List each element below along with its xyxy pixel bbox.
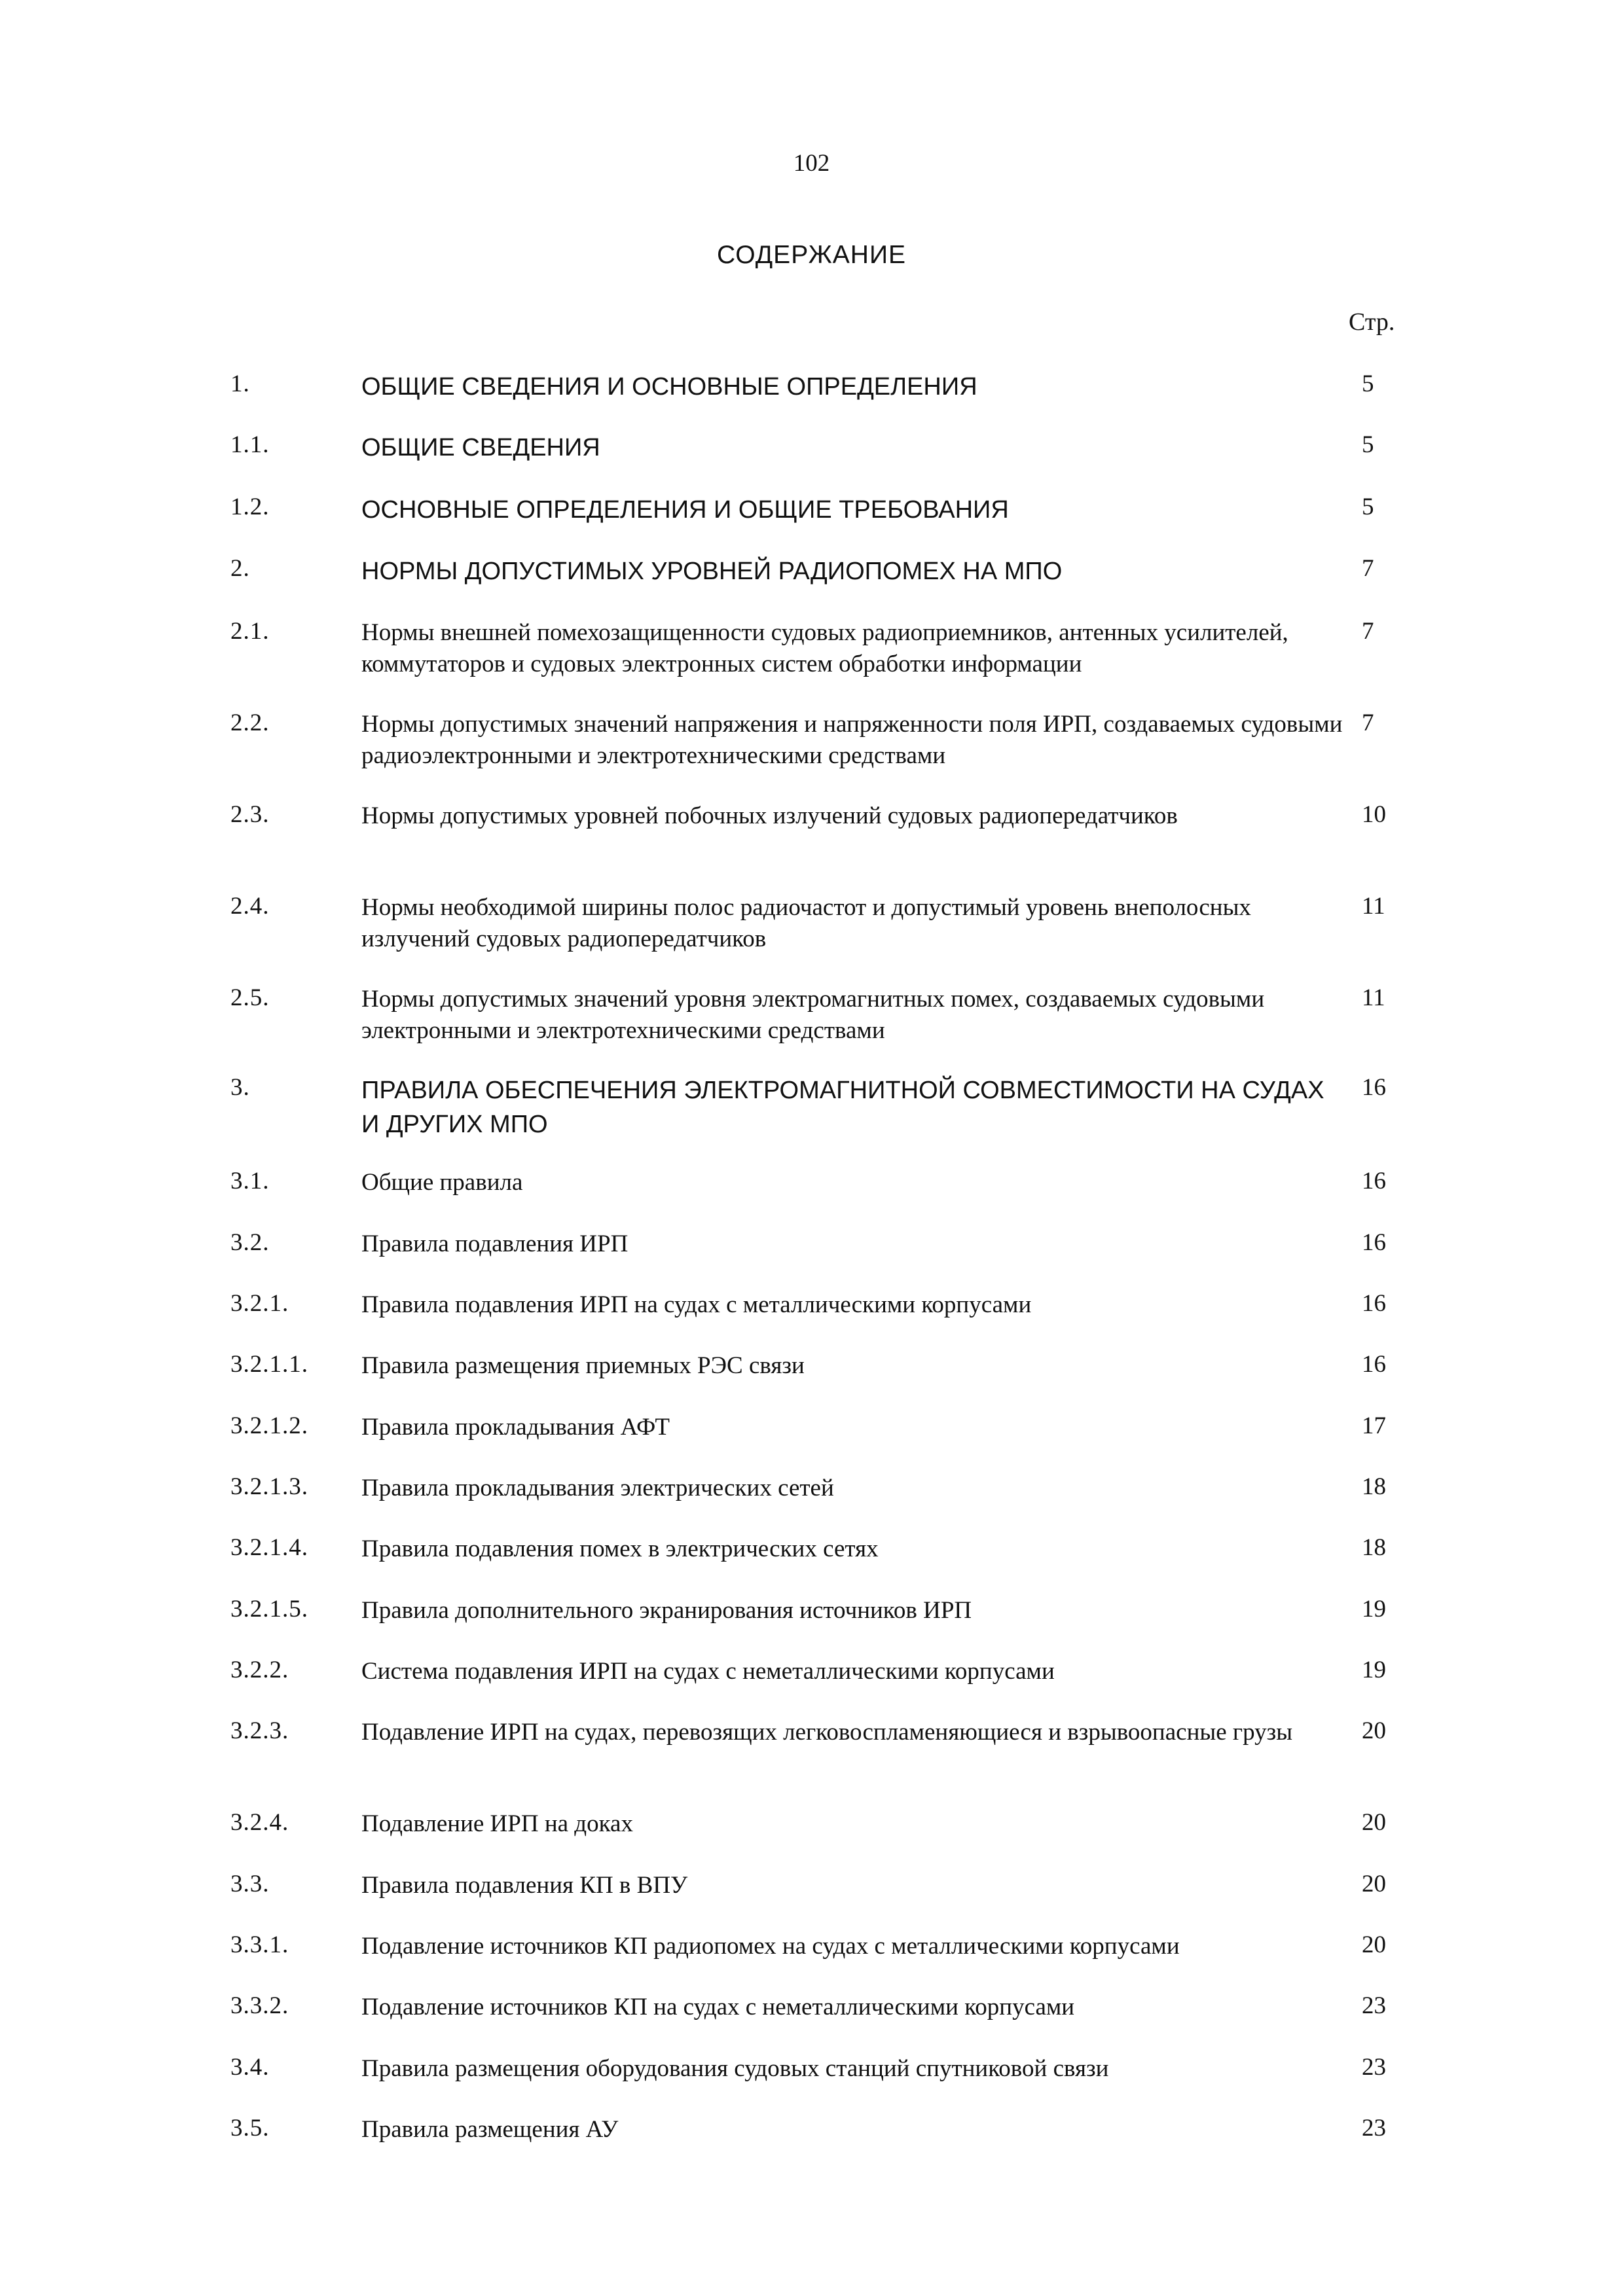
entry-title: ОБЩИЕ СВЕДЕНИЯ И ОСНОВНЫЕ ОПРЕДЕЛЕНИЯ: [361, 373, 977, 401]
entry-page: 23: [1362, 2115, 1386, 2142]
entry-title: Нормы допустимых значений уровня электромагнитных помех, создаваемых судовыми электронными и электротехническими средствами: [361, 986, 1265, 1044]
entry-title: НОРМЫ ДОПУСТИМЫХ УРОВНЕЙ РАДИОПОМЕХ НА МПО: [361, 558, 1063, 585]
entry-page: 18: [1362, 1473, 1386, 1500]
entry-title: ОБЩИЕ СВЕДЕНИЯ: [361, 434, 600, 461]
entry-number: 1.: [230, 370, 250, 397]
entry-page: 7: [1362, 555, 1374, 582]
entry-title: Правила размещения оборудования судовых станций спутниковой связи: [361, 2055, 1109, 2082]
entry-number: 3.2.1.5.: [230, 1596, 308, 1623]
entry-number: 3.5.: [230, 2115, 270, 2142]
entry-title: Подавление источников КП радиопомех на судах с металлическими корпусами: [361, 1933, 1180, 1960]
entry-page: 16: [1362, 1229, 1386, 1256]
entry-page: 20: [1362, 1809, 1386, 1836]
entry-page: 11: [1362, 893, 1385, 920]
entry-page: 16: [1362, 1290, 1386, 1317]
entry-title: ОСНОВНЫЕ ОПРЕДЕЛЕНИЯ И ОБЩИЕ ТРЕБОВАНИЯ: [361, 496, 1009, 524]
entry-page: 16: [1362, 1074, 1386, 1101]
entry-number: 3.3.: [230, 1871, 270, 1897]
entry-page: 19: [1362, 1657, 1386, 1683]
entry-page: 5: [1362, 370, 1374, 397]
entry-title: Правила подавления ИРП на судах с металлическими корпусами: [361, 1291, 1032, 1318]
entry-number: 3.2.1.4.: [230, 1534, 308, 1561]
entry-number: 2.5.: [230, 984, 270, 1011]
entry-page: 18: [1362, 1534, 1386, 1561]
entry-number: 2.: [230, 555, 250, 582]
entry-title: Подавление ИРП на доках: [361, 1810, 633, 1837]
page-column-header: Стр.: [1349, 308, 1395, 336]
entry-number: 3.2.1.: [230, 1290, 289, 1317]
entry-page: 23: [1362, 1992, 1386, 2019]
entry-number: 2.1.: [230, 618, 270, 645]
entry-title: Нормы допустимых уровней побочных излучений судовых радиопередатчиков: [361, 802, 1178, 829]
entry-page: 16: [1362, 1351, 1386, 1378]
page-number: 102: [793, 150, 830, 177]
entry-title: Нормы необходимой ширины полос радиочастот и допустимый уровень внеполосных излучений судовых радиопередатчиков: [361, 894, 1251, 952]
entry-page: 5: [1362, 493, 1374, 520]
entry-number: 3.1.: [230, 1168, 270, 1194]
entry-page: 5: [1362, 431, 1374, 458]
entry-title: Правила прокладывания АФТ: [361, 1414, 670, 1441]
entry-number: 3.2.2.: [230, 1657, 289, 1683]
entry-page: 20: [1362, 1871, 1386, 1897]
entry-title: Система подавления ИРП на судах с неметаллическими корпусами: [361, 1658, 1055, 1685]
entry-page: 20: [1362, 1717, 1386, 1744]
entry-title: ПРАВИЛА ОБЕСПЕЧЕНИЯ ЭЛЕКТРОМАГНИТНОЙ СОВМЕСТИМОСТИ НА СУДАХ И ДРУГИХ МПО: [361, 1077, 1324, 1138]
entry-title: Нормы внешней помехозащищенности судовых радиоприемников, антенных усилителей, коммутаторов и судовых электронных систем обработки информации: [361, 619, 1288, 677]
entry-title: Правила подавления помех в электрических сетях: [361, 1535, 879, 1562]
entry-title: Общие правила: [361, 1169, 523, 1196]
entry-title: Подавление источников КП на судах с неметаллическими корпусами: [361, 1994, 1075, 2020]
entry-page: 17: [1362, 1412, 1386, 1439]
entry-title: Правила прокладывания электрических сетей: [361, 1475, 834, 1501]
entry-number: 1.1.: [230, 431, 270, 458]
entry-number: 3.: [230, 1074, 250, 1101]
page-title: СОДЕРЖАНИЕ: [716, 241, 907, 269]
entry-page: 7: [1362, 618, 1374, 645]
entry-page: 11: [1362, 984, 1385, 1011]
entry-number: 3.2.4.: [230, 1809, 289, 1836]
entry-page: 10: [1362, 801, 1386, 828]
entry-title: Правила подавления ИРП: [361, 1230, 629, 1257]
entry-number: 2.3.: [230, 801, 270, 828]
entry-page: 19: [1362, 1596, 1386, 1623]
entry-number: 3.3.1.: [230, 1931, 289, 1958]
entry-title: Правила дополнительного экранирования источников ИРП: [361, 1597, 972, 1624]
entry-title: Нормы допустимых значений напряжения и напряженности поля ИРП, создаваемых судовыми радиоэлектронными и электротехническими средствами: [361, 711, 1343, 769]
entry-page: 23: [1362, 2054, 1386, 2081]
entry-page: 7: [1362, 709, 1374, 736]
entry-number: 3.2.1.2.: [230, 1412, 308, 1439]
entry-title: Правила подавления КП в ВПУ: [361, 1872, 688, 1899]
entry-number: 3.3.2.: [230, 1992, 289, 2019]
entry-title: Правила размещения приемных РЭС связи: [361, 1352, 805, 1379]
entry-number: 3.4.: [230, 2054, 270, 2081]
entry-page: 16: [1362, 1168, 1386, 1194]
entry-number: 3.2.: [230, 1229, 270, 1256]
entry-number: 1.2.: [230, 493, 270, 520]
entry-number: 2.4.: [230, 893, 270, 920]
entry-number: 3.2.1.3.: [230, 1473, 308, 1500]
entry-number: 3.2.3.: [230, 1717, 289, 1744]
entry-page: 20: [1362, 1931, 1386, 1958]
entry-title: Правила размещения АУ: [361, 2116, 619, 2143]
entry-title: Подавление ИРП на судах, перевозящих легковоспламеняющиеся и взрывоопасные грузы: [361, 1719, 1293, 1746]
entry-number: 3.2.1.1.: [230, 1351, 308, 1378]
entry-number: 2.2.: [230, 709, 270, 736]
